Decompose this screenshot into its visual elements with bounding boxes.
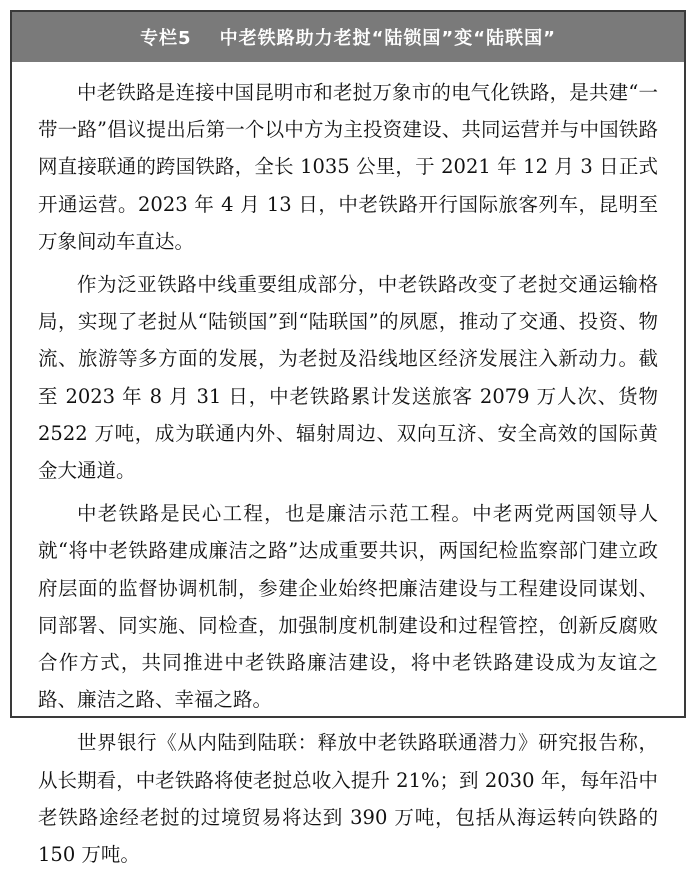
column-header (12, 12, 684, 62)
column-body (38, 74, 658, 879)
column-number: 专栏5 (140, 28, 192, 49)
paragraph-4: 世界银行《从内陆到陆联：释放中老铁路联通潜力》研究报告称，从长期看，中老铁路将使老挝总收入提升 21%；到 2030 年，每年沿中老铁路途经老挝的过境贸易将达到 390 万吨，包括从海运转向铁路的 150 万吨。 (38, 731, 658, 867)
paragraph-3: 中老铁路是民心工程，也是廉洁示范工程。中老两党两国领导人就“将中老铁路建成廉洁之路”达成重要共识，两国纪检监察部门建立政府层面的监督协调机制，参建企业始终把廉洁建设与工程建设同谋划、同部署、同实施、同检查，加强制度机制建设和过程管控，创新反腐败合作方式，共同推进中老铁路廉洁建设，将中老铁路建设成为友谊之路、廉洁之路、幸福之路。 (38, 502, 658, 712)
column-title: 中老铁路助力老挝“陆锁国”变“陆联国” (219, 28, 556, 49)
paragraph-1: 中老铁路是连接中国昆明市和老挝万象市的电气化铁路，是共建“一带一路”倡议提出后第一个以中方为主投资建设、共同运营并与中国铁路网直接联通的跨国铁路，全长 1035 公里，于 2021 年 12 月 3 日正式开通运营。2023 年 4 月 13 日，中老铁路开行国际旅客列车，昆明至万象间动车直达。 (38, 81, 658, 253)
column-box (10, 10, 686, 867)
paragraph-2: 作为泛亚铁路中线重要组成部分，中老铁路改变了老挝交通运输格局，实现了老挝从“陆锁国”到“陆联国”的夙愿，推动了交通、投资、物流、旅游等多方面的发展，为老挝及沿线地区经济发展注入新动力。截至 2023 年 8 月 31 日，中老铁路累计发送旅客 2079 万人次、货物 2522 万吨，成为联通内外、辐射周边、双向互济、安全高效的国际黄金大通道。 (38, 273, 658, 483)
